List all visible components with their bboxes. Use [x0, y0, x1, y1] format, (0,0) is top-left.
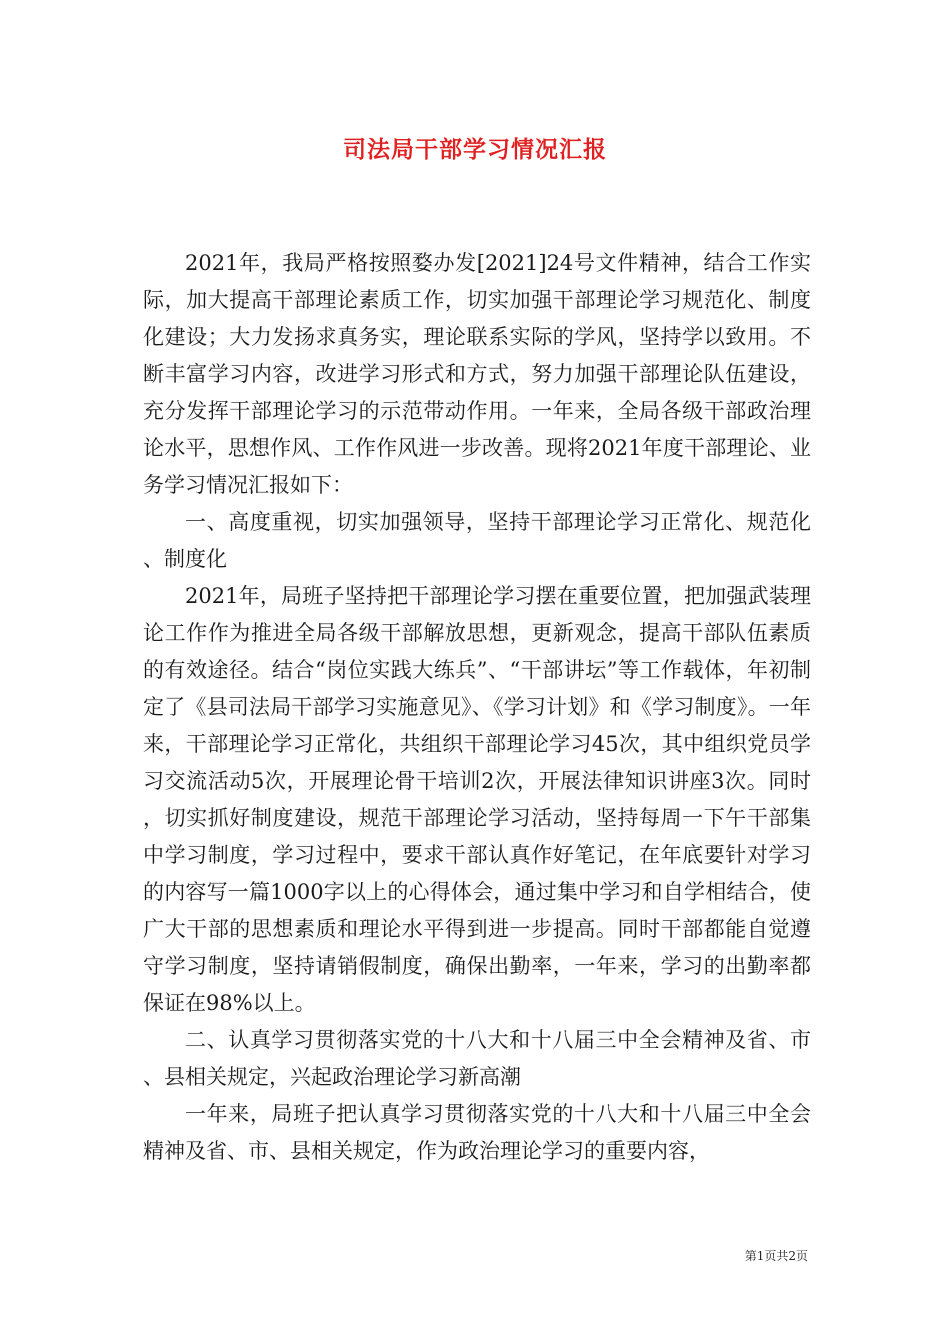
paragraph-section-1: 2021年，局班子坚持把干部理论学习摆在重要位置，把加强武装理论工作作为推进全局各级干部解放思想，更新观念，提高干部队伍素质的有效途径。结合“岗位实践大练兵”、“干部讲坛”等工作载体，年初制定了《县司法局干部学习实施意见》、《学习计划》和《学习制度》。一年来，干部理论学习正常化，共组织干部理论学习45次，其中组织党员学习交流活动5次，开展理论骨干培训2次，开展法律知识讲座3次。同时，切实抓好制度建设，规范干部理论学习活动，坚持每周一下午干部集中学习制度，学习过程中，要求干部认真作好笔记，在年底要针对学习的内容写一篇1000字以上的心得体会，通过集中学习和自学相结合，使广大干部的思想素质和理论水平得到进一步提高。同时干部都能自觉遵守学习制度，坚持请销假制度，确保出勤率，一年来，学习的出勤率都保证在98%以上。	[143, 584, 811, 1015]
paragraph-intro: 2021年，我局严格按照婺办发[2021]24号文件精神，结合工作实际，加大提高干部理论素质工作，切实加强干部理论学习规范化、制度化建设；大力发扬求真务实，理论联系实际的学风，坚持学以致用。不断丰富学习内容，改进学习形式和方式，努力加强干部理论队伍建设，充分发挥干部理论学习的示范带动作用。一年来，全局各级干部政治理论水平，思想作风、工作作风进一步改善。现将2021年度干部理论、业务学习情况汇报如下：	[143, 251, 811, 497]
paragraph-section-2: 一年来，局班子把认真学习贯彻落实党的十八大和十八届三中全会精神及省、市、县相关规定，作为政治理论学习的重要内容，	[143, 1102, 811, 1163]
document-body	[143, 245, 811, 1170]
section-heading-1: 一、高度重视，切实加强领导，坚持干部理论学习正常化、规范化、制度化	[143, 510, 811, 571]
page-number-footer: 第1页共2页	[744, 1249, 808, 1263]
section-heading-2: 二、认真学习贯彻落实党的十八大和十八届三中全会精神及省、市、县相关规定，兴起政治理论学习新高潮	[143, 1028, 811, 1089]
document-title: 司法局干部学习情况汇报	[343, 136, 607, 163]
